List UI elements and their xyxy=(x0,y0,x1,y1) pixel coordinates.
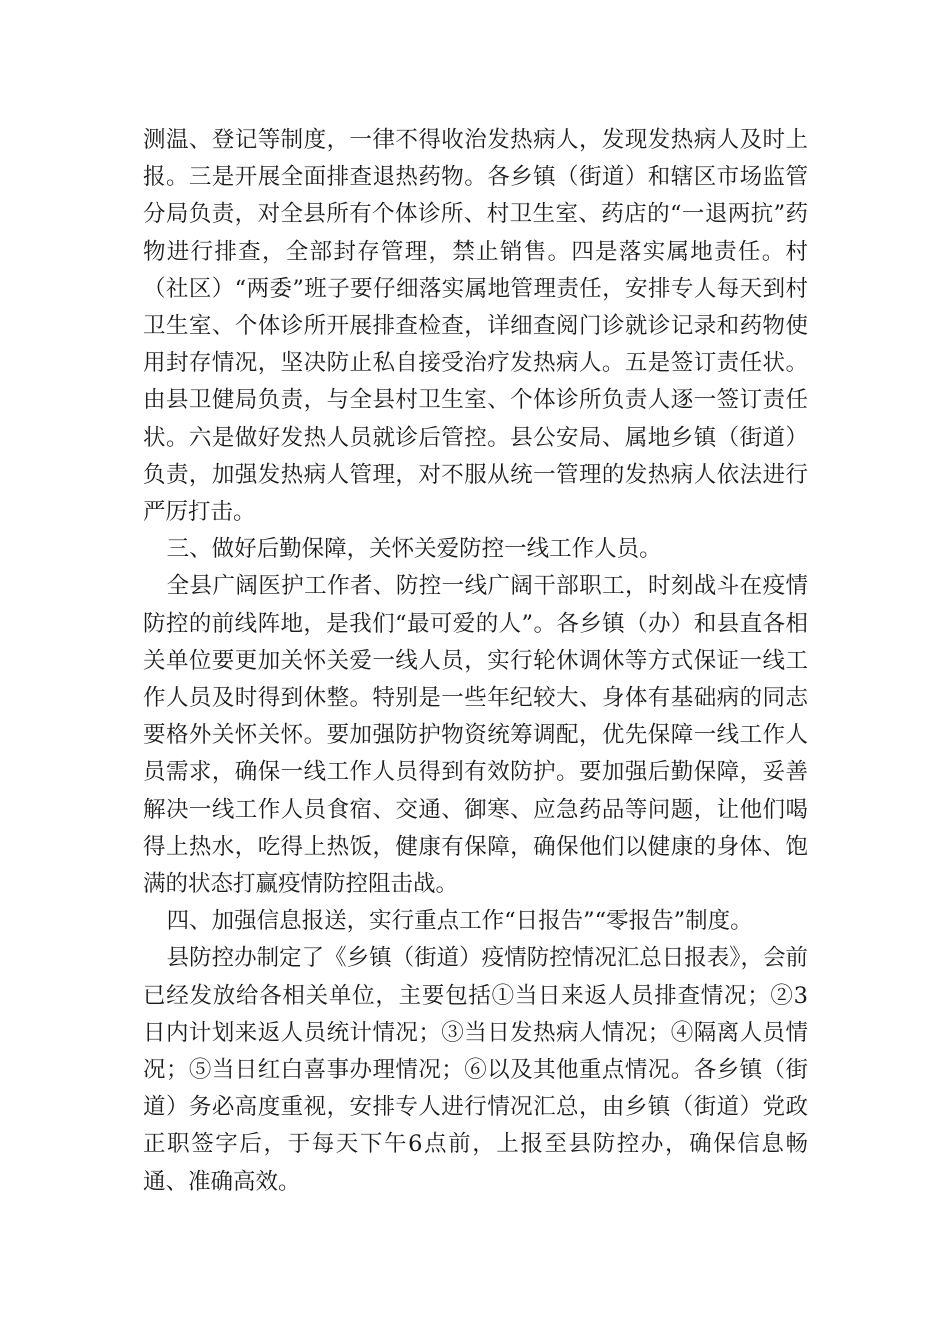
body-paragraph-logistics: 全县广阔医护工作者、防控一线广阔干部职工，时刻战斗在疫情防控的前线阵地，是我们“最可爱的人”。各乡镇（办）和县直各相关单位要更加关怀关爱一线人员，实行轮休调休等方式保证一线工作人员及时得到休整。特别是一些年纪较大、身体有基础病的同志要格外关怀关怀。要加强防护物资统筹调配，优先保障一线工作人员需求，确保一线工作人员得到有效防护。要加强后勤保障，妥善解决一线工作人员食宿、交通、御寒、应急药品等问题，让他们喝得上热水，吃得上热饭，健康有保障，确保他们以健康的身体、饱满的状态打赢疫情防控阻击战。 xyxy=(143,573,808,898)
body-paragraph-reporting: 县防控办制定了《乡镇（街道）疫情防控情况汇总日报表》，会前已经发放给各相关单位，主要包括①当日来返人员排查情况；②3日内计划来返人员统计情况；③当日发热病人情况；④隔离人员情况；⑤当日红白喜事办理情况；⑥以及其他重点情况。各乡镇（街道）务必高度重视，安排专人进行情况汇总，由乡镇（街道）党政正职签字后，于每天下午6点前，上报至县防控办，确保信息畅通、准确高效。 xyxy=(143,945,808,1195)
body-paragraph-continued: 测温、登记等制度，一律不得收治发热病人，发现发热病人及时上报。三是开展全面排查退热药物。各乡镇（街道）和辖区市场监管分局负责，对全县所有个体诊所、村卫生室、药店的“一退两抗”药物进行排查，全部封存管理，禁止销售。四是落实属地责任。村（社区）“两委”班子要仔细落实属地管理责任，安排专人每天到村卫生室、个体诊所开展排查检查，详细查阅门诊就诊记录和药物使用封存情况，坚决防止私自接受治疗发热病人。五是签订责任状。由县卫健局负责，与全县村卫生室、个体诊所负责人逐一签订责任状。六是做好发热人员就诊后管控。县公安局、属地乡镇（街道）负责，加强发热病人管理，对不服从统一管理的发热病人依法进行严厉打击。 xyxy=(143,127,808,526)
document-body xyxy=(143,122,808,1201)
section-heading-four: 四、加强信息报送，实行重点工作“日报告”“零报告”制度。 xyxy=(166,908,753,935)
section-heading-three: 三、做好后勤保障，关怀关爱防控一线工作人员。 xyxy=(166,536,662,563)
